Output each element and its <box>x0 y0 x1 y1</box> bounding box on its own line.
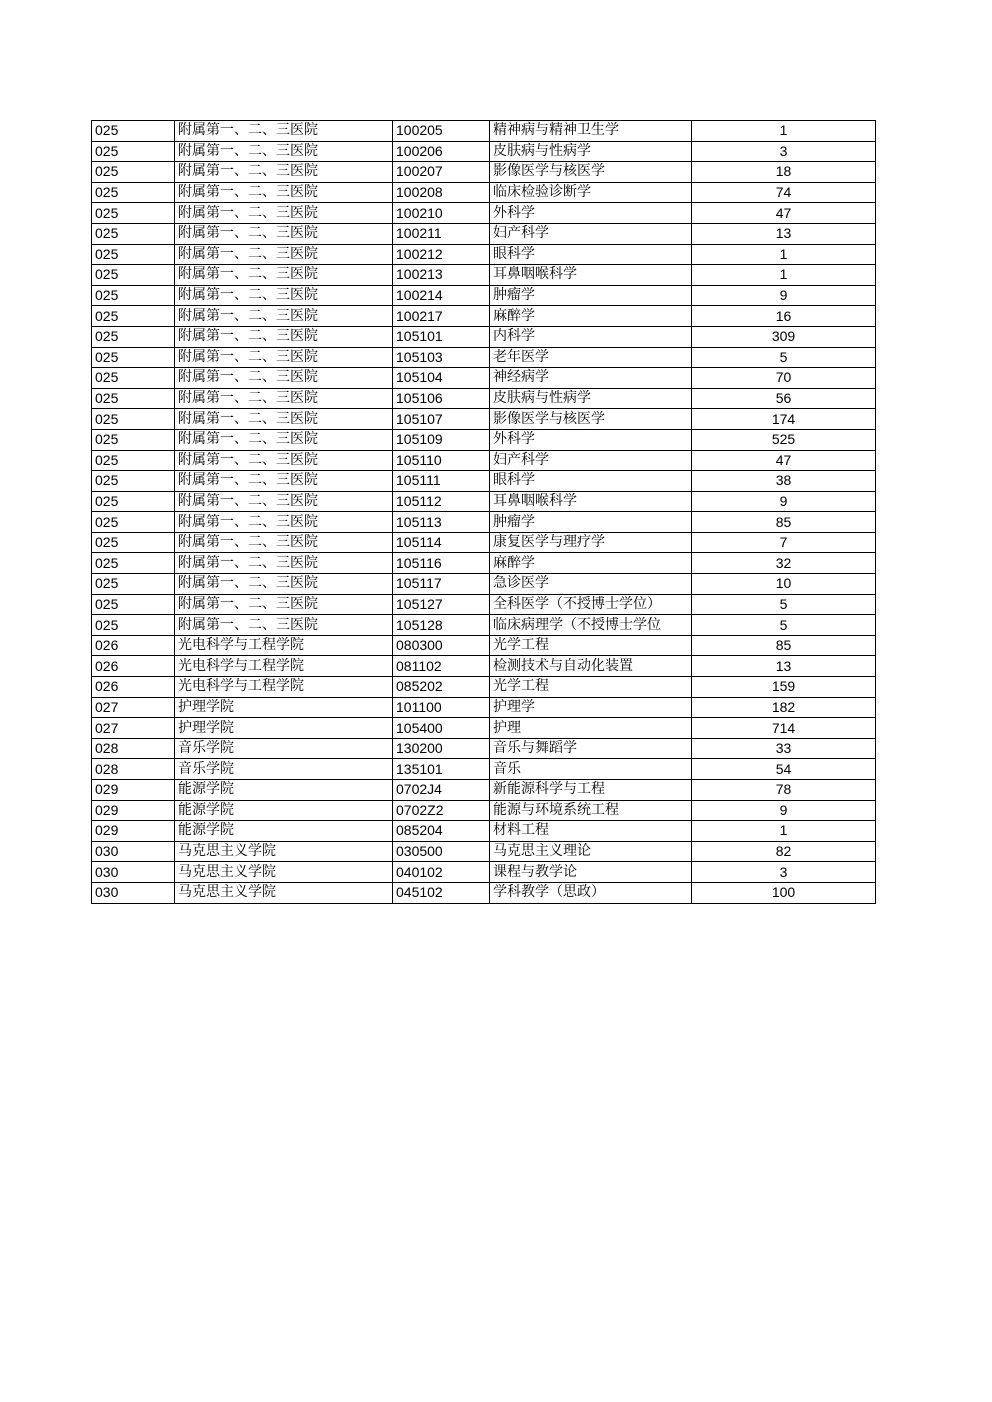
college-name-cell: 附属第一、二、三医院 <box>175 471 393 492</box>
major-name-cell: 检测技术与自动化装置 <box>490 656 692 677</box>
table-row <box>92 780 876 801</box>
enrollment-count-cell: 74 <box>692 182 876 203</box>
college-code-cell: 025 <box>92 141 175 162</box>
college-name-cell: 附属第一、二、三医院 <box>175 429 393 450</box>
table-row <box>92 347 876 368</box>
major-name-cell: 全科医学（不授博士学位） <box>490 594 692 615</box>
major-name-cell: 神经病学 <box>490 368 692 389</box>
college-name-cell: 马克思主义学院 <box>175 882 393 903</box>
major-name-cell: 临床检验诊断学 <box>490 182 692 203</box>
major-code-cell: 105116 <box>393 553 490 574</box>
table-row <box>92 738 876 759</box>
table-row <box>92 594 876 615</box>
major-code-cell: 105104 <box>393 368 490 389</box>
major-name-cell: 新能源科学与工程 <box>490 780 692 801</box>
table-row <box>92 388 876 409</box>
enrollment-count-cell: 82 <box>692 841 876 862</box>
major-code-cell: 105128 <box>393 615 490 636</box>
major-name-cell: 外科学 <box>490 203 692 224</box>
major-name-cell: 临床病理学（不授博士学位 <box>490 615 692 636</box>
college-name-cell: 附属第一、二、三医院 <box>175 244 393 265</box>
college-name-cell: 附属第一、二、三医院 <box>175 574 393 595</box>
college-name-cell: 附属第一、二、三医院 <box>175 223 393 244</box>
enrollment-count-cell: 33 <box>692 738 876 759</box>
table-row <box>92 409 876 430</box>
college-code-cell: 025 <box>92 306 175 327</box>
college-code-cell: 025 <box>92 244 175 265</box>
table-row <box>92 450 876 471</box>
major-name-cell: 光学工程 <box>490 677 692 698</box>
major-code-cell: 105106 <box>393 388 490 409</box>
major-code-cell: 135101 <box>393 759 490 780</box>
major-name-cell: 眼科学 <box>490 471 692 492</box>
college-code-cell: 025 <box>92 491 175 512</box>
major-name-cell: 内科学 <box>490 326 692 347</box>
college-name-cell: 光电科学与工程学院 <box>175 635 393 656</box>
college-code-cell: 025 <box>92 471 175 492</box>
college-code-cell: 025 <box>92 162 175 183</box>
major-code-cell: 105127 <box>393 594 490 615</box>
table-row <box>92 491 876 512</box>
major-code-cell: 100212 <box>393 244 490 265</box>
major-code-cell: 040102 <box>393 862 490 883</box>
college-code-cell: 029 <box>92 821 175 842</box>
major-code-cell: 105111 <box>393 471 490 492</box>
major-name-cell: 皮肤病与性病学 <box>490 388 692 409</box>
college-code-cell: 025 <box>92 368 175 389</box>
college-code-cell: 028 <box>92 738 175 759</box>
college-code-cell: 027 <box>92 718 175 739</box>
major-name-cell: 影像医学与核医学 <box>490 162 692 183</box>
major-name-cell: 妇产科学 <box>490 223 692 244</box>
major-code-cell: 085204 <box>393 821 490 842</box>
major-name-cell: 材料工程 <box>490 821 692 842</box>
enrollment-count-cell: 100 <box>692 882 876 903</box>
major-name-cell: 音乐 <box>490 759 692 780</box>
college-name-cell: 附属第一、二、三医院 <box>175 265 393 286</box>
table-row <box>92 306 876 327</box>
enrollment-count-cell: 47 <box>692 450 876 471</box>
major-code-cell: 100213 <box>393 265 490 286</box>
enrollment-count-cell: 70 <box>692 368 876 389</box>
major-name-cell: 能源与环境系统工程 <box>490 800 692 821</box>
college-name-cell: 附属第一、二、三医院 <box>175 203 393 224</box>
college-name-cell: 音乐学院 <box>175 738 393 759</box>
major-name-cell: 课程与教学论 <box>490 862 692 883</box>
college-name-cell: 附属第一、二、三医院 <box>175 326 393 347</box>
enrollment-count-cell: 38 <box>692 471 876 492</box>
major-code-cell: 100205 <box>393 121 490 142</box>
major-code-cell: 105114 <box>393 532 490 553</box>
college-code-cell: 025 <box>92 574 175 595</box>
enrollment-count-cell: 54 <box>692 759 876 780</box>
table-row <box>92 182 876 203</box>
enrollment-count-cell: 85 <box>692 512 876 533</box>
major-name-cell: 耳鼻咽喉科学 <box>490 491 692 512</box>
college-code-cell: 025 <box>92 429 175 450</box>
enrollment-count-cell: 78 <box>692 780 876 801</box>
college-name-cell: 附属第一、二、三医院 <box>175 615 393 636</box>
major-name-cell: 急诊医学 <box>490 574 692 595</box>
major-code-cell: 100208 <box>393 182 490 203</box>
major-name-cell: 肿瘤学 <box>490 512 692 533</box>
college-code-cell: 026 <box>92 656 175 677</box>
college-code-cell: 025 <box>92 553 175 574</box>
college-code-cell: 030 <box>92 862 175 883</box>
major-code-cell: 100214 <box>393 285 490 306</box>
enrollment-count-cell: 7 <box>692 532 876 553</box>
enrollment-count-cell: 1 <box>692 265 876 286</box>
college-name-cell: 能源学院 <box>175 780 393 801</box>
major-name-cell: 眼科学 <box>490 244 692 265</box>
major-code-cell: 100211 <box>393 223 490 244</box>
table-row <box>92 759 876 780</box>
enrollment-table <box>91 120 876 904</box>
college-code-cell: 025 <box>92 347 175 368</box>
college-code-cell: 030 <box>92 882 175 903</box>
enrollment-count-cell: 9 <box>692 491 876 512</box>
table-row <box>92 368 876 389</box>
college-code-cell: 028 <box>92 759 175 780</box>
table-body <box>92 121 876 904</box>
table-row <box>92 841 876 862</box>
enrollment-count-cell: 16 <box>692 306 876 327</box>
major-name-cell: 精神病与精神卫生学 <box>490 121 692 142</box>
major-code-cell: 105112 <box>393 491 490 512</box>
major-code-cell: 105400 <box>393 718 490 739</box>
major-name-cell: 肿瘤学 <box>490 285 692 306</box>
table-row <box>92 574 876 595</box>
table-row <box>92 882 876 903</box>
table-row <box>92 265 876 286</box>
major-code-cell: 105103 <box>393 347 490 368</box>
major-code-cell: 100207 <box>393 162 490 183</box>
table-row <box>92 697 876 718</box>
college-code-cell: 026 <box>92 677 175 698</box>
college-name-cell: 附属第一、二、三医院 <box>175 532 393 553</box>
college-name-cell: 护理学院 <box>175 718 393 739</box>
college-name-cell: 附属第一、二、三医院 <box>175 409 393 430</box>
table-row <box>92 677 876 698</box>
college-code-cell: 025 <box>92 285 175 306</box>
enrollment-count-cell: 309 <box>692 326 876 347</box>
college-name-cell: 马克思主义学院 <box>175 841 393 862</box>
major-name-cell: 光学工程 <box>490 635 692 656</box>
major-name-cell: 皮肤病与性病学 <box>490 141 692 162</box>
major-name-cell: 麻醉学 <box>490 553 692 574</box>
college-name-cell: 马克思主义学院 <box>175 862 393 883</box>
enrollment-count-cell: 525 <box>692 429 876 450</box>
enrollment-count-cell: 3 <box>692 862 876 883</box>
enrollment-count-cell: 13 <box>692 223 876 244</box>
college-name-cell: 附属第一、二、三医院 <box>175 491 393 512</box>
enrollment-count-cell: 714 <box>692 718 876 739</box>
college-code-cell: 025 <box>92 615 175 636</box>
enrollment-count-cell: 9 <box>692 285 876 306</box>
college-code-cell: 025 <box>92 532 175 553</box>
major-name-cell: 康复医学与理疗学 <box>490 532 692 553</box>
table-row <box>92 471 876 492</box>
major-code-cell: 101100 <box>393 697 490 718</box>
college-code-cell: 025 <box>92 265 175 286</box>
major-code-cell: 100206 <box>393 141 490 162</box>
college-name-cell: 附属第一、二、三医院 <box>175 285 393 306</box>
college-code-cell: 025 <box>92 203 175 224</box>
table-row <box>92 635 876 656</box>
major-code-cell: 105109 <box>393 429 490 450</box>
college-code-cell: 026 <box>92 635 175 656</box>
table-row <box>92 718 876 739</box>
table-row <box>92 532 876 553</box>
major-code-cell: 105107 <box>393 409 490 430</box>
enrollment-count-cell: 13 <box>692 656 876 677</box>
major-name-cell: 老年医学 <box>490 347 692 368</box>
major-code-cell: 100210 <box>393 203 490 224</box>
major-code-cell: 105110 <box>393 450 490 471</box>
college-name-cell: 附属第一、二、三医院 <box>175 182 393 203</box>
major-code-cell: 105113 <box>393 512 490 533</box>
college-name-cell: 附属第一、二、三医院 <box>175 594 393 615</box>
table-row <box>92 285 876 306</box>
table-row <box>92 121 876 142</box>
college-code-cell: 025 <box>92 512 175 533</box>
enrollment-count-cell: 5 <box>692 615 876 636</box>
major-code-cell: 085202 <box>393 677 490 698</box>
table-row <box>92 244 876 265</box>
table-row <box>92 326 876 347</box>
major-code-cell: 0702J4 <box>393 780 490 801</box>
major-name-cell: 麻醉学 <box>490 306 692 327</box>
enrollment-count-cell: 159 <box>692 677 876 698</box>
enrollment-count-cell: 3 <box>692 141 876 162</box>
college-code-cell: 025 <box>92 450 175 471</box>
college-name-cell: 附属第一、二、三医院 <box>175 388 393 409</box>
college-code-cell: 029 <box>92 780 175 801</box>
college-name-cell: 附属第一、二、三医院 <box>175 162 393 183</box>
major-name-cell: 音乐与舞蹈学 <box>490 738 692 759</box>
major-code-cell: 105117 <box>393 574 490 595</box>
table-row <box>92 656 876 677</box>
enrollment-count-cell: 85 <box>692 635 876 656</box>
table-row <box>92 615 876 636</box>
major-code-cell: 130200 <box>393 738 490 759</box>
table-row <box>92 141 876 162</box>
college-name-cell: 附属第一、二、三医院 <box>175 347 393 368</box>
enrollment-count-cell: 47 <box>692 203 876 224</box>
table-row <box>92 429 876 450</box>
enrollment-count-cell: 182 <box>692 697 876 718</box>
college-code-cell: 030 <box>92 841 175 862</box>
college-code-cell: 025 <box>92 223 175 244</box>
enrollment-count-cell: 1 <box>692 821 876 842</box>
college-code-cell: 029 <box>92 800 175 821</box>
table-row <box>92 512 876 533</box>
table-row <box>92 162 876 183</box>
enrollment-count-cell: 18 <box>692 162 876 183</box>
college-name-cell: 附属第一、二、三医院 <box>175 121 393 142</box>
major-code-cell: 105101 <box>393 326 490 347</box>
major-name-cell: 学科教学（思政） <box>490 882 692 903</box>
college-name-cell: 能源学院 <box>175 800 393 821</box>
major-name-cell: 影像医学与核医学 <box>490 409 692 430</box>
major-name-cell: 护理学 <box>490 697 692 718</box>
enrollment-count-cell: 32 <box>692 553 876 574</box>
table-row <box>92 553 876 574</box>
college-name-cell: 附属第一、二、三医院 <box>175 368 393 389</box>
enrollment-count-cell: 10 <box>692 574 876 595</box>
college-name-cell: 附属第一、二、三医院 <box>175 141 393 162</box>
major-name-cell: 妇产科学 <box>490 450 692 471</box>
college-code-cell: 025 <box>92 388 175 409</box>
college-code-cell: 025 <box>92 121 175 142</box>
major-code-cell: 081102 <box>393 656 490 677</box>
enrollment-count-cell: 1 <box>692 244 876 265</box>
table-row <box>92 862 876 883</box>
college-name-cell: 光电科学与工程学院 <box>175 656 393 677</box>
college-name-cell: 附属第一、二、三医院 <box>175 512 393 533</box>
enrollment-count-cell: 5 <box>692 347 876 368</box>
college-name-cell: 附属第一、二、三医院 <box>175 450 393 471</box>
major-name-cell: 护理 <box>490 718 692 739</box>
table-row <box>92 223 876 244</box>
college-name-cell: 附属第一、二、三医院 <box>175 553 393 574</box>
enrollment-count-cell: 5 <box>692 594 876 615</box>
major-name-cell: 外科学 <box>490 429 692 450</box>
table-row <box>92 203 876 224</box>
college-code-cell: 025 <box>92 594 175 615</box>
table-row <box>92 821 876 842</box>
college-code-cell: 027 <box>92 697 175 718</box>
college-name-cell: 能源学院 <box>175 821 393 842</box>
major-code-cell: 100217 <box>393 306 490 327</box>
major-code-cell: 045102 <box>393 882 490 903</box>
college-name-cell: 音乐学院 <box>175 759 393 780</box>
enrollment-count-cell: 9 <box>692 800 876 821</box>
major-name-cell: 耳鼻咽喉科学 <box>490 265 692 286</box>
major-name-cell: 马克思主义理论 <box>490 841 692 862</box>
college-name-cell: 光电科学与工程学院 <box>175 677 393 698</box>
enrollment-count-cell: 174 <box>692 409 876 430</box>
major-code-cell: 080300 <box>393 635 490 656</box>
college-code-cell: 025 <box>92 409 175 430</box>
enrollment-count-cell: 56 <box>692 388 876 409</box>
college-name-cell: 护理学院 <box>175 697 393 718</box>
college-code-cell: 025 <box>92 326 175 347</box>
enrollment-count-cell: 1 <box>692 121 876 142</box>
college-name-cell: 附属第一、二、三医院 <box>175 306 393 327</box>
table-row <box>92 800 876 821</box>
major-code-cell: 030500 <box>393 841 490 862</box>
college-code-cell: 025 <box>92 182 175 203</box>
major-code-cell: 0702Z2 <box>393 800 490 821</box>
